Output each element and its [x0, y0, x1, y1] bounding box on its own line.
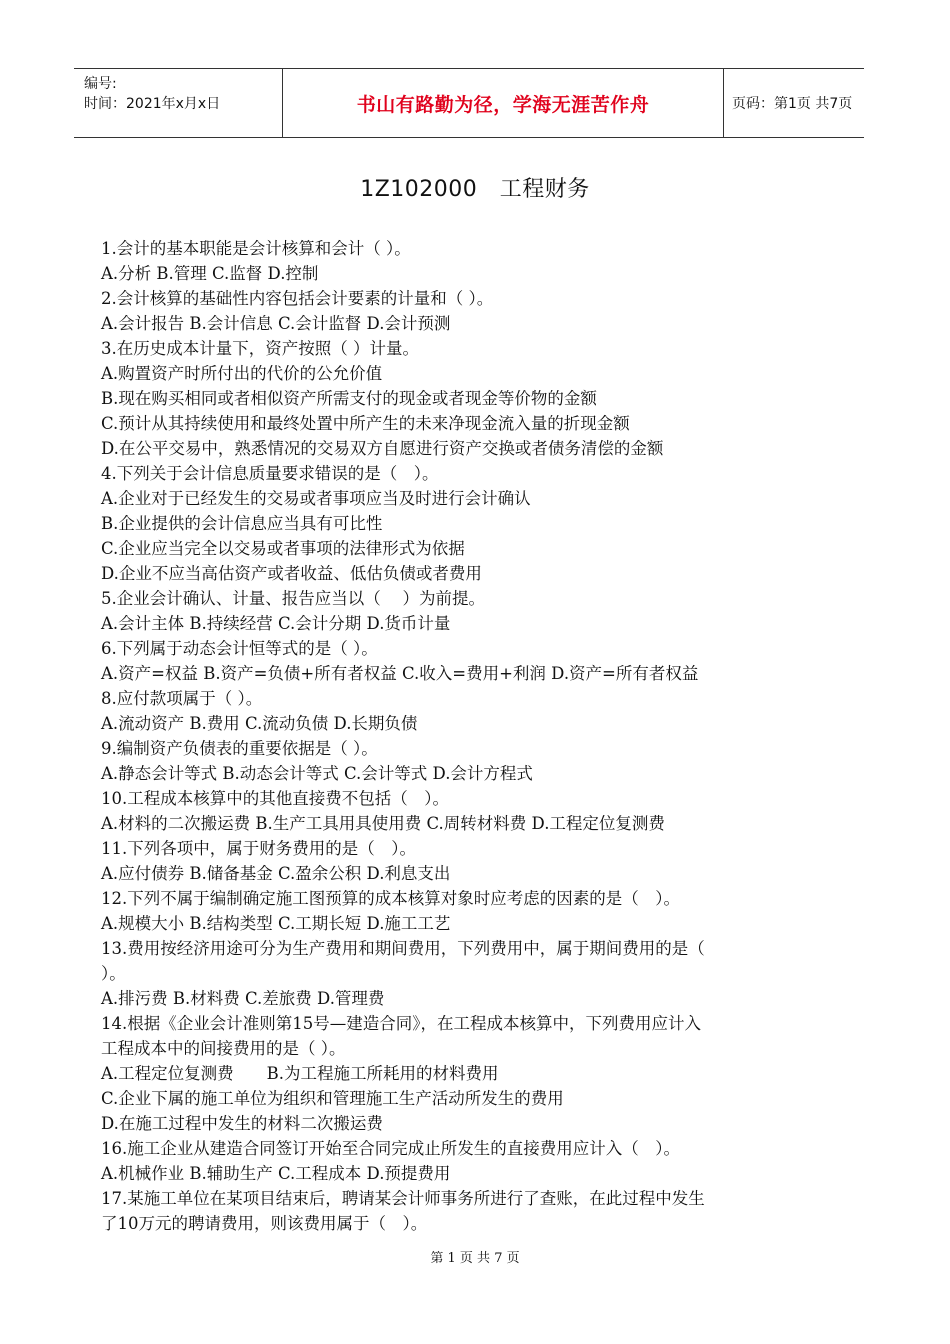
header-meta [74, 69, 282, 137]
text-line: C.企业下属的施工单位为组织和管理施工生产活动所发生的费用 [101, 1089, 564, 1108]
text-line: 10.工程成本核算中的其他直接费不包括（ ）。 [101, 789, 449, 808]
header-page-code: 页码：第1页 共7页 [732, 96, 853, 112]
motto-text: 书山有路勤为径，学海无涯苦作舟 [356, 93, 650, 116]
text-line: D.在公平交易中，熟悉情况的交易双方自愿进行资产交换或者债务清偿的金额 [101, 439, 664, 458]
text-line: 5.企业会计确认、计量、报告应当以（ ）为前提。 [101, 589, 485, 608]
text-line: 12.下列不属于编制确定施工图预算的成本核算对象时应考虑的因素的是（ ）。 [101, 889, 680, 908]
text-line: D.企业不应当高估资产或者收益、低估负债或者费用 [101, 564, 482, 583]
text-line: 了10万元的聘请费用，则该费用属于（ ）。 [101, 1214, 428, 1233]
text-line: A.应付债券 B.储备基金 C.盈余公积 D.利息支出 [101, 864, 451, 883]
text-line: A.流动资产 B.费用 C.流动负债 D.长期负债 [101, 714, 418, 733]
text-line: A.工程定位复测费 B.为工程施工所耗用的材料费用 [101, 1064, 499, 1083]
text-line: 3.在历史成本计量下，资产按照（ ）计量。 [101, 339, 419, 358]
text-line: D.在施工过程中发生的材料二次搬运费 [101, 1114, 383, 1133]
text-line: 11.下列各项中，属于财务费用的是（ ）。 [101, 839, 416, 858]
text-line: ）。 [101, 964, 126, 983]
page-footer: 第 1 页 共 7 页 [430, 1251, 520, 1266]
text-line: 4.下列关于会计信息质量要求错误的是（ ）。 [101, 464, 439, 483]
question-list [101, 236, 821, 1236]
text-line: 2.会计核算的基础性内容包括会计要素的计量和（ ）。 [101, 289, 494, 308]
date-label: 时间：2021年x月x日 [84, 96, 221, 112]
text-line: C.预计从其持续使用和最终处置中所产生的未来净现金流入量的折现金额 [101, 414, 630, 433]
header-motto [282, 69, 724, 137]
page-header [74, 68, 864, 138]
document-title: 1Z102000 工程财务 [360, 177, 590, 202]
text-line: A.机械作业 B.辅助生产 C.工程成本 D.预提费用 [101, 1164, 451, 1183]
text-line: A.分析 B.管理 C.监督 D.控制 [101, 264, 319, 283]
text-line: A.规模大小 B.结构类型 C.工期长短 D.施工工艺 [101, 914, 451, 933]
text-line: A.排污费 B.材料费 C.差旅费 D.管理费 [101, 989, 385, 1008]
text-line: A.会计报告 B.会计信息 C.会计监督 D.会计预测 [101, 314, 451, 333]
text-line: 工程成本中的间接费用的是（ ）。 [101, 1039, 346, 1058]
text-line: A.材料的二次搬运费 B.生产工具用具使用费 C.周转材料费 D.工程定位复测费 [101, 814, 665, 833]
text-line: A.会计主体 B.持续经营 C.会计分期 D.货币计量 [101, 614, 451, 633]
text-line: A.企业对于已经发生的交易或者事项应当及时进行会计确认 [101, 489, 531, 508]
text-line: 13.费用按经济用途可分为生产费用和期间费用，下列费用中，属于期间费用的是（ [101, 939, 705, 958]
text-line: A.资产=权益 B.资产=负债+所有者权益 C.收入=费用+利润 D.资产=所有者权益 [101, 664, 699, 683]
text-line: A.静态会计等式 B.动态会计等式 C.会计等式 D.会计方程式 [101, 764, 533, 783]
text-line: 16.施工企业从建造合同签订开始至合同完成止所发生的直接费用应计入（ ）。 [101, 1139, 680, 1158]
text-line: 1.会计的基本职能是会计核算和会计（ ）。 [101, 239, 411, 258]
text-line: C.企业应当完全以交易或者事项的法律形式为依据 [101, 539, 465, 558]
text-line: 17.某施工单位在某项目结束后，聘请某会计师事务所进行了查账，在此过程中发生 [101, 1189, 705, 1208]
text-line: A.购置资产时所付出的代价的公允价值 [101, 364, 383, 383]
text-line: B.企业提供的会计信息应当具有可比性 [101, 514, 383, 533]
text-line: 8.应付款项属于（ ）。 [101, 689, 263, 708]
text-line: 9.编制资产负债表的重要依据是（ ）。 [101, 739, 378, 758]
text-line: 6.下列属于动态会计恒等式的是（ ）。 [101, 639, 378, 658]
text-line: B.现在购买相同或者相似资产所需支付的现金或者现金等价物的金额 [101, 389, 597, 408]
number-label: 编号: [84, 76, 117, 92]
text-line: 14.根据《企业会计准则第15号—建造合同》，在工程成本核算中，下列费用应计入 [101, 1014, 701, 1033]
